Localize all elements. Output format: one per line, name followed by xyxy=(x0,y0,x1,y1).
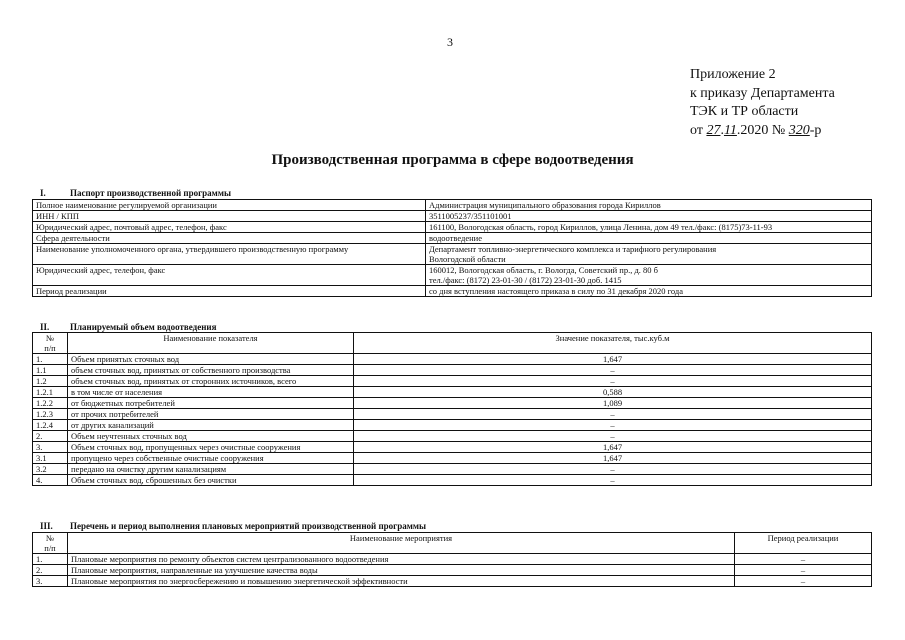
measure-period: – xyxy=(735,576,872,587)
table-header-row xyxy=(33,333,872,354)
indicator-row xyxy=(33,365,872,376)
indicator-number: 3. xyxy=(33,442,68,453)
date-prefix: от xyxy=(690,122,703,138)
page-number: 3 xyxy=(447,35,453,49)
measure-number: 3. xyxy=(33,576,68,587)
section-2-heading: II. Планируемый объем водоотведения xyxy=(40,322,217,332)
indicator-number: 3.1 xyxy=(33,453,68,464)
indicator-row xyxy=(33,409,872,420)
indicator-value: 1,647 xyxy=(354,442,872,453)
passport-field-value: 3511005237/351101001 xyxy=(426,211,872,222)
measure-name: Плановые мероприятия, направленные на улучшение качества воды xyxy=(68,565,735,576)
indicator-number: 1.2 xyxy=(33,376,68,387)
date-day: 27 xyxy=(706,122,721,138)
indicator-name: объем сточных вод, принятых от сторонних источников, всего xyxy=(68,376,354,387)
indicator-value: – xyxy=(354,420,872,431)
col-value-header: Значение показателя, тыс.куб.м xyxy=(354,333,872,354)
appendix-date-line: от 27.11.2020 № 320-р xyxy=(690,122,822,138)
passport-field-label: Юридический адрес, телефон, факс xyxy=(33,265,426,286)
indicator-value: 1,647 xyxy=(354,354,872,365)
col-num-header: № п/п xyxy=(33,333,68,354)
order-number: 320 xyxy=(788,122,810,138)
indicator-number: 3.2 xyxy=(33,464,68,475)
passport-row xyxy=(33,222,872,233)
appendix-line-2: к приказу Департамента xyxy=(690,85,835,101)
indicator-name: от бюджетных потребителей xyxy=(68,398,354,409)
indicator-name: пропущено через собственные очистные сооружения xyxy=(68,453,354,464)
passport-field-label: Сфера деятельности xyxy=(33,233,426,244)
passport-row xyxy=(33,211,872,222)
passport-field-label: ИНН / КПП xyxy=(33,211,426,222)
passport-table xyxy=(32,199,872,297)
date-year: .2020 № xyxy=(736,122,786,138)
indicator-number: 1. xyxy=(33,354,68,365)
indicator-name: Объем принятых сточных вод xyxy=(68,354,354,365)
measure-row xyxy=(33,565,872,576)
col-num-header: № п/п xyxy=(33,533,68,554)
indicator-row xyxy=(33,453,872,464)
indicator-name: передано на очистку другим канализациям xyxy=(68,464,354,475)
passport-field-label: Наименование уполномоченного органа, утвердившего производственную программу xyxy=(33,244,426,265)
measure-name: Плановые мероприятия по ремонту объектов систем централизованного водоотведения xyxy=(68,554,735,565)
appendix-block xyxy=(690,66,835,140)
measure-period: – xyxy=(735,565,872,576)
measure-period: – xyxy=(735,554,872,565)
table-header-row xyxy=(33,533,872,554)
passport-field-value: Администрация муниципального образования города Кириллов xyxy=(426,200,872,211)
passport-field-value: водоотведение xyxy=(426,233,872,244)
indicator-row xyxy=(33,475,872,486)
indicator-row xyxy=(33,398,872,409)
indicator-row xyxy=(33,431,872,442)
indicator-number: 1.2.1 xyxy=(33,387,68,398)
indicator-row xyxy=(33,442,872,453)
indicator-value: – xyxy=(354,431,872,442)
indicator-row xyxy=(33,354,872,365)
indicator-row xyxy=(33,464,872,475)
indicator-number: 1.2.3 xyxy=(33,409,68,420)
indicator-number: 2. xyxy=(33,431,68,442)
indicator-name: Объем неучтенных сточных вод xyxy=(68,431,354,442)
indicator-value: – xyxy=(354,365,872,376)
passport-row xyxy=(33,244,872,265)
passport-field-value: 161100, Вологодская область, город Кириллов, улица Ленина, дом 49 тел./факс: (8175)73-11-93 xyxy=(426,222,872,233)
order-suffix: -р xyxy=(809,122,822,138)
passport-field-value: со дня вступления настоящего приказа в силу по 31 декабря 2020 года xyxy=(426,286,872,297)
passport-row xyxy=(33,286,872,297)
passport-field-label: Юридический адрес, почтовый адрес, телефон, факс xyxy=(33,222,426,233)
document-title: Производственная программа в сфере водоотведения xyxy=(271,152,634,168)
indicator-name: в том числе от населения xyxy=(68,387,354,398)
indicator-number: 1.1 xyxy=(33,365,68,376)
col-period-header: Период реализации xyxy=(735,533,872,554)
indicator-value: 1,647 xyxy=(354,453,872,464)
volume-table xyxy=(32,332,872,486)
indicator-number: 4. xyxy=(33,475,68,486)
passport-row xyxy=(33,200,872,211)
date-month: 11 xyxy=(723,122,737,138)
measures-table xyxy=(32,532,872,587)
passport-field-value: 160012, Вологодская область, г. Вологда, Советский пр., д. 80 б тел./факс: (8172) 23-01-30 / (8172) 23-01-30 доб. 1415 xyxy=(426,265,872,286)
appendix-line-1: Приложение 2 xyxy=(690,67,776,82)
indicator-name: объем сточных вод, принятых от собственного производства xyxy=(68,365,354,376)
indicator-name: Объем сточных вод, пропущенных через очистные сооружения xyxy=(68,442,354,453)
appendix-line-3: ТЭК и ТР области xyxy=(690,104,799,119)
indicator-value: – xyxy=(354,464,872,475)
measure-row xyxy=(33,576,872,587)
measure-number: 1. xyxy=(33,554,68,565)
measure-number: 2. xyxy=(33,565,68,576)
indicator-name: от прочих потребителей xyxy=(68,409,354,420)
passport-row xyxy=(33,233,872,244)
col-name-header: Наименование мероприятия xyxy=(68,533,735,554)
passport-field-value: Департамент топливно-энергетического комплекса и тарифного регулирования Вологодской области xyxy=(426,244,872,265)
measure-row xyxy=(33,554,872,565)
section-1-heading: I. Паспорт производственной программы xyxy=(40,188,231,198)
passport-field-label: Полное наименование регулируемой организации xyxy=(33,200,426,211)
indicator-number: 1.2.4 xyxy=(33,420,68,431)
col-name-header: Наименование показателя xyxy=(68,333,354,354)
indicator-row xyxy=(33,376,872,387)
passport-row xyxy=(33,265,872,286)
indicator-name: от других канализаций xyxy=(68,420,354,431)
indicator-value: 0,588 xyxy=(354,387,872,398)
indicator-value: – xyxy=(354,409,872,420)
section-3-heading: III. Перечень и период выполнения плановых мероприятий производственной программы xyxy=(40,521,427,531)
indicator-value: – xyxy=(354,475,872,486)
indicator-value: – xyxy=(354,376,872,387)
indicator-name: Объем сточных вод, сброшенных без очистки xyxy=(68,475,354,486)
indicator-row xyxy=(33,387,872,398)
indicator-number: 1.2.2 xyxy=(33,398,68,409)
measure-name: Плановые мероприятия по энергосбережению и повышению энергетической эффективности xyxy=(68,576,735,587)
passport-field-label: Период реализации xyxy=(33,286,426,297)
indicator-row xyxy=(33,420,872,431)
indicator-value: 1,089 xyxy=(354,398,872,409)
